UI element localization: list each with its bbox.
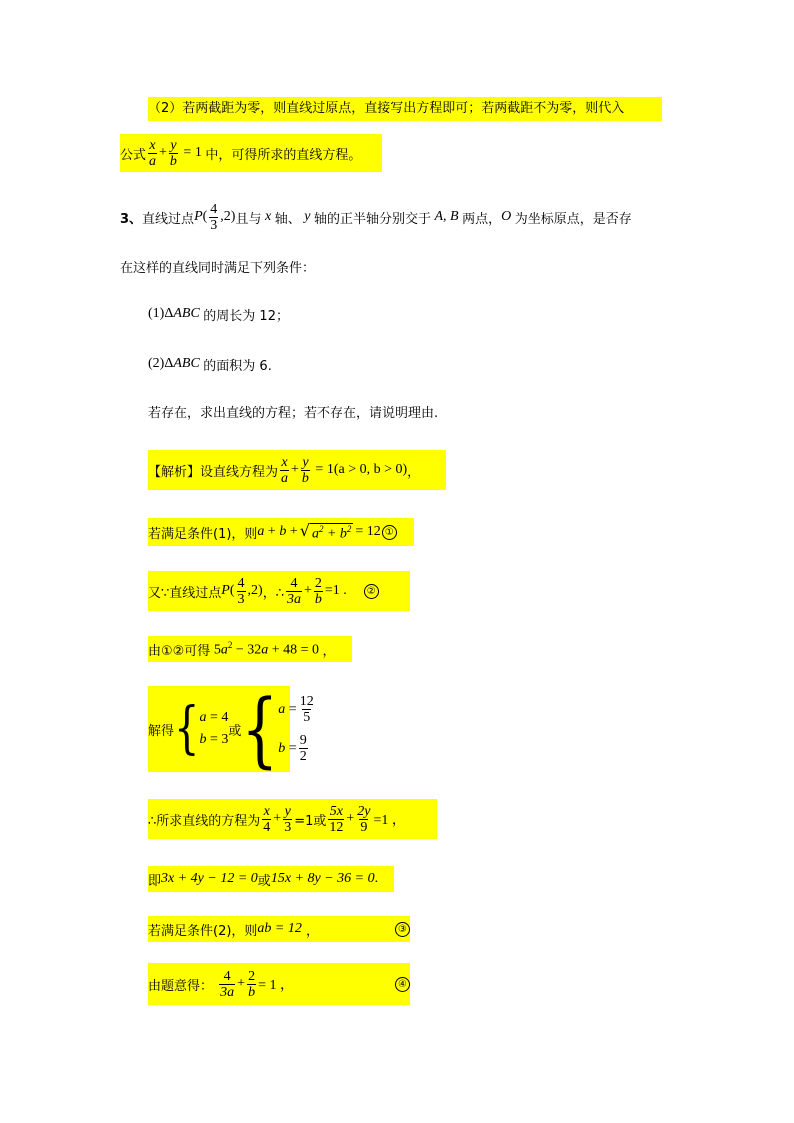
fraction-x-over-a-2: $\frac{x}{a}$: [281, 454, 289, 486]
fraction-4-over-3a-2: $\frac{4}{3a}$: [220, 968, 235, 1000]
problem3-line2-text: 在这样的直线同时满足下列条件：: [120, 261, 316, 276]
solution-step-6-or: =1或: [294, 813, 327, 829]
solution-step-2: 若满足条件(1)，则 a + b + √ $a^2 + b^2$ = 12 ①: [148, 518, 414, 546]
part2-line2: 公式 $\frac{x}{a}$ + $\frac{y}{b}$ = 1 中，可得所求的直线方程。: [120, 134, 382, 172]
marker-two: ②: [364, 584, 379, 599]
problem3-text-d: 轴的正半轴分别交于: [313, 211, 431, 227]
solution-step-1: 【解析】设直线方程为 $\frac{x}{a}$ + $\frac{y}{b}$ = 1(a > 0, b > 0) ，: [148, 450, 446, 490]
fraction-y-over-3: $\frac{y}{3}$: [284, 803, 292, 835]
fraction-5x-over-12: $\frac{5x}{12}$: [329, 803, 344, 835]
solution-step-2-pre: 若满足条件(1)，则: [148, 526, 258, 542]
part2-line1-text: （2）若两截距为零，则直线过原点，直接写出方程即可；若两截距不为零，则代入: [148, 101, 625, 116]
solution-step-7: [148, 866, 394, 892]
part2-line2-pre: 公式: [120, 147, 147, 163]
solution-step-6: ∴所求直线的方程为 $\frac{x}{4}$ + $\frac{y}{3}$ =1或 $\frac{5x}{12}$ + $\frac{2y}{9}$ =1 ，: [148, 799, 437, 839]
solution-step-9: 由题意得： $\frac{4}{3a}$ + $\frac{2}{b}$ = 1 ， ④: [148, 963, 410, 1005]
solution-step-8-equation: ab = 12: [257, 921, 302, 936]
fraction-y-over-b-2: $\frac{y}{b}$: [301, 454, 309, 486]
condition-1: (1) Δ ABC 的周长为 12；: [148, 306, 289, 324]
solution-step-6-pre: ∴所求直线的方程为: [148, 813, 261, 829]
marker-four: ④: [395, 977, 410, 992]
fraction-9-over-2: $\frac{9}{2}$: [299, 733, 307, 764]
solution-system-1: a = 4 b = 3: [199, 710, 229, 747]
fraction-x-over-4: $\frac{x}{4}$: [263, 803, 271, 835]
problem3-text-e: 两点，: [462, 211, 502, 227]
condition-2-number: (2): [148, 356, 165, 371]
solution-step-7-equation-1: 3x + 4y − 12 = 0: [161, 871, 258, 886]
problem3-line1: 3、 直线过点 P ( $\frac{4}{3}$ ,2) 且与 x 轴、 y 轴的正半轴分别交于 A, B 两点， O 为坐标原点，是否存: [120, 201, 632, 233]
sqrt-expression: √ $a^2 + b^2$: [299, 521, 352, 542]
fraction-2-over-b-2: $\frac{2}{b}$: [248, 968, 256, 1000]
condition-2-text: 的面积为 6.: [203, 358, 272, 374]
solution-step-7-end: .: [374, 871, 379, 886]
solution-step-9-pre: 由题意得：: [148, 978, 214, 994]
solution-step-5: 解得 { a = 4 b = 3 或 { a = $\frac{12}{5}$ b = $\frac{9}{2}$: [148, 686, 290, 772]
problem3-text-a: 直线过点: [142, 211, 195, 227]
problem3-ask-text: 若存在，求出直线的方程；若不存在，请说明理由.: [148, 406, 439, 421]
solution-step-4: 由①②可得 $5a^2 - 32a + 48 = 0$ ，: [148, 636, 352, 662]
solution-system-2: a = $\frac{12}{5}$ b = $\frac{9}{2}$: [278, 694, 314, 764]
condition-2: (2) Δ ABC 的面积为 6.: [148, 356, 272, 374]
solution-step-9-end: = 1 ，: [258, 978, 294, 993]
fraction-4-over-3: $\frac{4}{3}$: [210, 201, 218, 233]
solution-step-7-pre: 即: [148, 873, 162, 889]
problem3-text-c: 轴、: [274, 211, 301, 227]
solution-step-4-end: ，: [322, 643, 336, 659]
problem3-ask: [148, 403, 438, 425]
fraction-4-over-3a: $\frac{4}{3a}$: [286, 575, 301, 607]
fraction-2y-over-9: $\frac{2y}{9}$: [357, 803, 371, 835]
marker-one: ①: [382, 525, 397, 540]
solution-step-6-end: =1 ，: [373, 813, 406, 828]
fraction-x-over-a: $\frac{x}{a}$: [149, 137, 157, 169]
problem3-line2: [120, 257, 315, 276]
solution-step-8-end: ，: [306, 923, 320, 939]
solution-step-1-label: 【解析】设直线方程为: [148, 464, 279, 480]
solution-step-3-pre: 又∵直线过点: [148, 585, 222, 601]
fraction-y-over-b: $\frac{y}{b}$: [169, 137, 177, 169]
solution-step-8: [148, 916, 410, 942]
solution-step-8-pre: 若满足条件(2)，则: [148, 923, 258, 939]
problem3-text-f: 为坐标原点，是否存: [514, 211, 632, 227]
problem3-text-b: 且与: [235, 211, 262, 227]
solution-step-1-end: ，: [407, 464, 421, 480]
condition-1-text: 的周长为 12；: [203, 308, 289, 324]
solution-step-3: 又∵直线过点 P ( $\frac{4}{3}$ ,2) ，∴ $\frac{4}{3a}$ + $\frac{2}{b}$ =1 . ②: [148, 571, 410, 611]
problem-number: 3、: [120, 211, 143, 227]
marker-three: ③: [395, 922, 410, 937]
solution-step-7-equation-2: 15x + 8y − 36 = 0: [270, 871, 375, 886]
part2-line1: [148, 97, 662, 121]
condition-1-number: (1): [148, 306, 165, 321]
fraction-2-over-b: $\frac{2}{b}$: [314, 575, 322, 607]
solution-step-3-end: =1 .: [324, 583, 347, 598]
solution-step-7-or: 或: [257, 873, 271, 889]
fraction-4-over-3-2: $\frac{4}{3}$: [237, 575, 245, 607]
solution-step-1-condition: 1(a > 0, b > 0): [326, 462, 408, 477]
solution-step-4-pre: 由①②可得: [148, 643, 211, 659]
fraction-12-over-5: $\frac{12}{5}$: [299, 694, 314, 725]
solution-step-5-or: 或: [228, 723, 242, 739]
part2-line2-post: 中，可得所求的直线方程。: [205, 147, 362, 163]
solution-step-3-mid: ，∴: [262, 585, 284, 601]
solution-step-5-pre: 解得: [148, 723, 175, 739]
